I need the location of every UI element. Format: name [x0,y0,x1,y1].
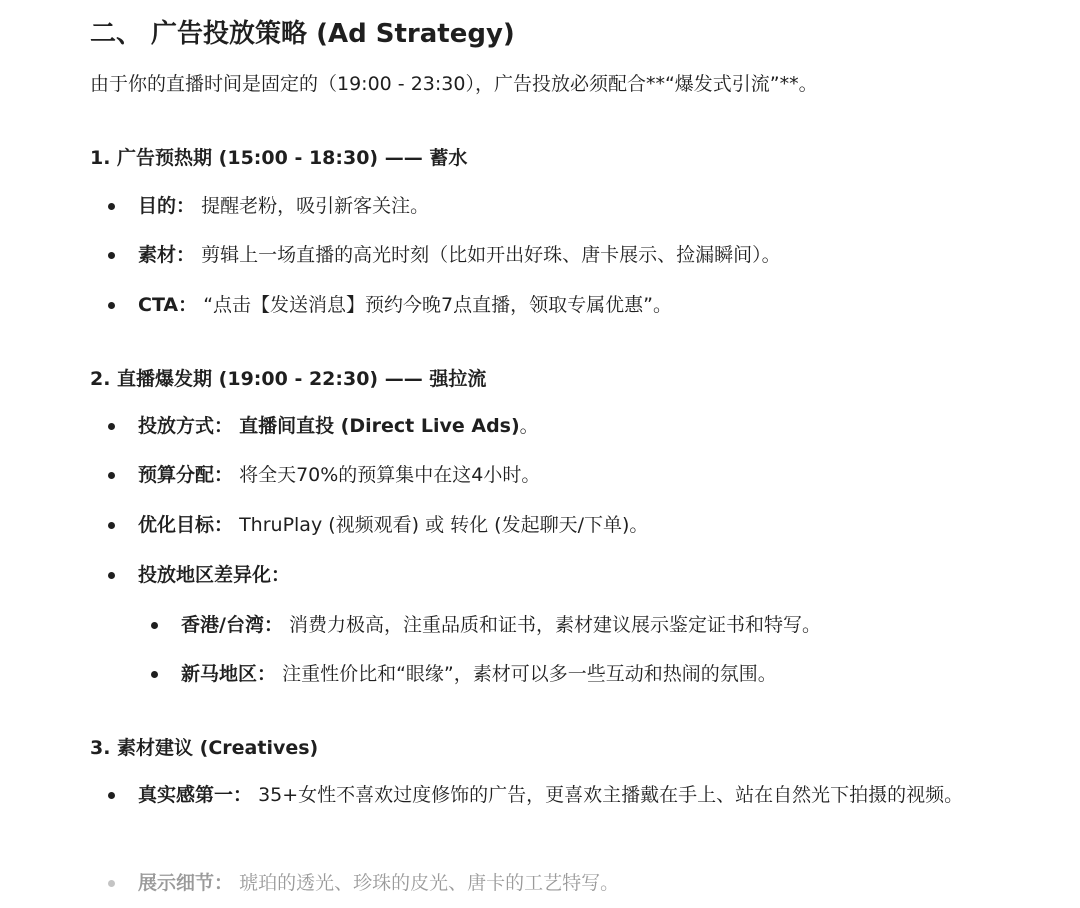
bullet-icon [108,522,115,529]
item-value: 注重性价比和“眼缘”，素材可以多一些互动和热闹的氛围。 [282,663,777,685]
item-label: 投放方式： [138,415,234,437]
item-label: 展示细节： [138,872,234,894]
list-item [138,507,648,543]
list-item [138,237,781,273]
list-item [138,457,540,493]
sub-list-item [181,656,777,692]
sub-list-item [181,607,821,643]
item-label: 投放地区差异化： [138,564,291,586]
item-label: 香港/台湾： [181,614,283,636]
item-label: 真实感第一： [138,784,253,806]
bullet-icon [108,572,115,579]
item-value: 提醒老粉，吸引新客关注。 [201,195,430,217]
list-item [138,557,290,593]
item-value: 剪辑上一场直播的高光时刻（比如开出好珠、唐卡展示、捡漏瞬间）。 [201,244,781,266]
section-title: 二、 广告投放策略 (Ad Strategy) [90,19,515,49]
bullet-icon [108,302,115,309]
bullet-icon [151,622,158,629]
bullet-icon [108,252,115,259]
phase2-heading: 2. 直播爆发期 (19:00 - 22:30) —— 强拉流 [90,368,487,390]
item-value: ThruPlay (视频观看) 或 转化 (发起聊天/下单)。 [239,514,649,536]
phase3-heading: 3. 素材建议 (Creatives) [90,737,319,759]
bullet-icon [151,671,158,678]
item-value: 消费力极高，注重品质和证书，素材建议展示鉴定证书和特写。 [289,614,822,636]
bullet-icon [108,472,115,479]
intro-paragraph: 由于你的直播时间是固定的（19:00 - 23:30），广告投放必须配合**“爆发式引流”**。 [90,73,818,95]
bullet-icon [108,792,115,799]
item-label: 新马地区： [181,663,277,685]
item-label: 目的： [138,195,196,217]
item-label: 优化目标： [138,514,234,536]
item-label: 素材： [138,244,196,266]
item-value: 将全天70%的预算集中在这4小时。 [239,464,541,486]
item-value: 。 [519,415,539,437]
list-item [138,287,672,323]
phase1-heading: 1. 广告预热期 (15:00 - 18:30) —— 蓄水 [90,147,468,169]
list-item [138,188,429,224]
item-label: 预算分配： [138,464,234,486]
list-item [138,865,619,901]
bullet-icon [108,423,115,430]
bullet-icon [108,880,115,887]
item-value: “点击【发送消息】预约今晚7点直播，领取专属优惠”。 [203,294,672,316]
item-strong-value: 直播间直投 (Direct Live Ads) [239,415,520,437]
list-item [138,776,1043,814]
item-value: 琥珀的透光、珍珠的皮光、唐卡的工艺特写。 [239,872,620,894]
list-item [138,408,539,444]
item-value: 35+女性不喜欢过度修饰的广告，更喜欢主播戴在手上、站在自然光下拍摄的视频。 [258,784,964,806]
item-label: CTA： [138,294,198,316]
bullet-icon [108,203,115,210]
